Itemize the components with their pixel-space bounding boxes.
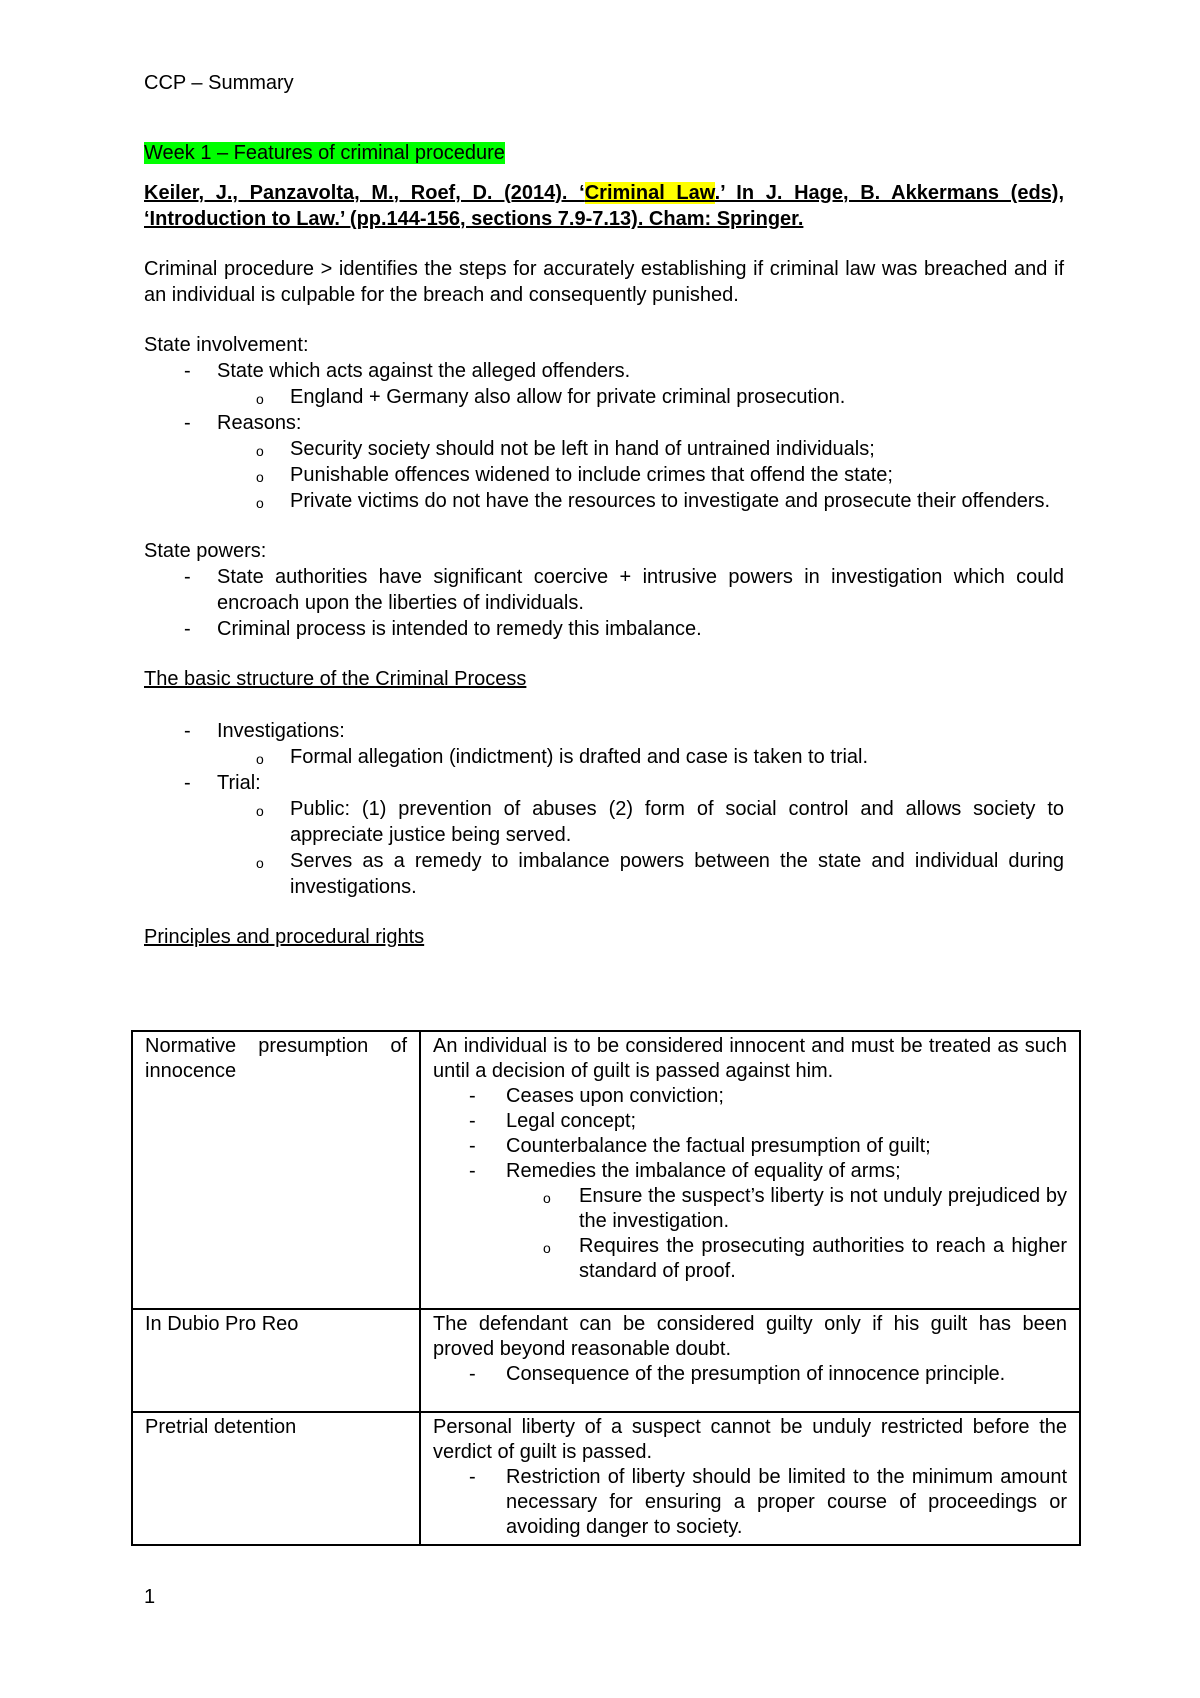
state-involvement-section: [144, 332, 1064, 514]
state-powers-title: State powers:: [144, 540, 267, 562]
sub-list: [144, 384, 1064, 410]
dash-marker: -: [184, 360, 191, 382]
structure-list-2: [144, 770, 1064, 796]
list-item-text: Requires the prosecuting authorities to reach a higher standard of proof.: [579, 1235, 1067, 1282]
reference: [144, 180, 1064, 232]
dash-marker: -: [469, 1160, 476, 1182]
circle-marker: o: [256, 751, 264, 767]
list-item-text: Restriction of liberty should be limited to the minimum amount necessary for ensuring a proper course of proceedings or avoiding danger to society.: [506, 1466, 1067, 1538]
page-content: [144, 70, 1064, 950]
circle-marker: o: [543, 1190, 551, 1206]
list-item: [433, 1084, 1067, 1109]
list-item: [433, 1362, 1067, 1387]
row2-dash-list: [433, 1362, 1067, 1387]
list-item: [144, 410, 1064, 436]
table-row: [132, 1412, 1080, 1545]
list-item: [144, 718, 1064, 744]
structure-list: [144, 718, 1064, 744]
table-row: [132, 1309, 1080, 1412]
list-item: [433, 1109, 1067, 1134]
row2-text: The defendant can be considered guilty only if his guilt has been proved beyond reasonable doubt.: [433, 1313, 1067, 1360]
circle-marker: o: [256, 855, 264, 871]
state-involvement-title: State involvement:: [144, 334, 309, 356]
list-item: [144, 384, 1064, 410]
dash-marker: -: [469, 1363, 476, 1385]
list-item-text: Trial:: [217, 772, 261, 794]
list-item: [144, 616, 1064, 642]
list-item: [433, 1234, 1067, 1284]
list-item: [144, 488, 1064, 514]
dash-marker: -: [184, 772, 191, 794]
row2-name: In Dubio Pro Reo: [132, 1309, 420, 1412]
circle-marker: o: [256, 469, 264, 485]
principles-table: [131, 1030, 1081, 1546]
sub-list: [144, 796, 1064, 900]
row1-dash-list: [433, 1084, 1067, 1184]
list-item-text: State authorities have significant coercive + intrusive powers in investigation which could encroach upon the liberties of individuals.: [217, 566, 1064, 614]
list-item: [144, 564, 1064, 616]
reference-part2: .’ In J. Hage, B. Akkermans (eds), ‘Introduction to Law.’ (pp.144-156, sections 7.9-7.13). Cham: Springer.: [144, 182, 1064, 230]
list-item-text: Serves as a remedy to imbalance powers between the state and individual during investigations.: [290, 850, 1064, 898]
list-item-text: Punishable offences widened to include crimes that offend the state;: [290, 464, 893, 486]
list-item-text: Ensure the suspect’s liberty is not unduly prejudiced by the investigation.: [579, 1185, 1067, 1232]
list-item-text: Reasons:: [217, 412, 302, 434]
list-item-text: Formal allegation (indictment) is drafted and case is taken to trial.: [290, 746, 869, 768]
list-item-text: Security society should not be left in hand of untrained individuals;: [290, 438, 875, 460]
dash-marker: -: [184, 618, 191, 640]
basic-structure-title: The basic structure of the Criminal Process: [144, 668, 527, 690]
row1-circle-list: [433, 1184, 1067, 1284]
row3-name: Pretrial detention: [132, 1412, 420, 1545]
list-item-text: Ceases upon conviction;: [506, 1085, 724, 1107]
list-item-text: England + Germany also allow for private criminal prosecution.: [290, 386, 846, 408]
dash-marker: -: [469, 1085, 476, 1107]
row3-dash-list: [433, 1465, 1067, 1540]
reference-part1: Keiler, J., Panzavolta, M., Roef, D. (2014). ‘: [144, 182, 585, 204]
circle-marker: o: [543, 1240, 551, 1256]
list-item: [144, 744, 1064, 770]
state-involvement-list: [144, 358, 1064, 384]
circle-marker: o: [256, 443, 264, 459]
list-item-text: Remedies the imbalance of equality of arms;: [506, 1160, 901, 1182]
basic-structure-section: [144, 666, 1064, 900]
list-item: [433, 1159, 1067, 1184]
dash-marker: -: [184, 566, 191, 588]
sub-list: [144, 744, 1064, 770]
principles-title: Principles and procedural rights: [144, 926, 425, 948]
list-item: [433, 1184, 1067, 1234]
dash-marker: -: [184, 720, 191, 742]
list-item: [433, 1465, 1067, 1540]
list-item-text: Consequence of the presumption of innocence principle.: [506, 1363, 1006, 1385]
list-item: [433, 1134, 1067, 1159]
list-item: [144, 436, 1064, 462]
list-item-text: Public: (1) prevention of abuses (2) form of social control and allows society to appreciate justice being served.: [290, 798, 1064, 846]
reference-highlight: Criminal Law: [584, 182, 715, 204]
row2-content: [420, 1309, 1080, 1412]
list-item-text: Investigations:: [217, 720, 345, 742]
state-involvement-list-2: [144, 410, 1064, 436]
state-powers-list: [144, 564, 1064, 642]
week-title-text: Week 1 – Features of criminal procedure: [144, 142, 505, 164]
circle-marker: o: [256, 803, 264, 819]
list-item-text: Counterbalance the factual presumption of guilt;: [506, 1135, 931, 1157]
list-item: [144, 462, 1064, 488]
list-item: [144, 358, 1064, 384]
list-item: [144, 770, 1064, 796]
row3-text: Personal liberty of a suspect cannot be unduly restricted before the verdict of guilt is passed.: [433, 1416, 1067, 1463]
circle-marker: o: [256, 495, 264, 511]
week-title: [144, 140, 1064, 166]
row1-content: [420, 1031, 1080, 1309]
table-row: [132, 1031, 1080, 1309]
dash-marker: -: [184, 412, 191, 434]
intro-paragraph: Criminal procedure > identifies the steps for accurately establishing if criminal law was breached and if an individual is culpable for the breach and consequently punished.: [144, 258, 1064, 306]
list-item-text: State which acts against the alleged offenders.: [217, 360, 631, 382]
row3-content: [420, 1412, 1080, 1545]
list-item: [144, 848, 1064, 900]
list-item-text: Legal concept;: [506, 1110, 637, 1132]
page-header: CCP – Summary: [144, 72, 294, 94]
sub-list: [144, 436, 1064, 514]
state-powers-section: [144, 538, 1064, 642]
row1-name: Normative presumption of innocence: [132, 1031, 420, 1309]
page-number: 1: [144, 1586, 156, 1608]
list-item-text: Criminal process is intended to remedy this imbalance.: [217, 618, 702, 640]
list-item-text: Private victims do not have the resources to investigate and prosecute their offenders.: [290, 490, 1051, 512]
dash-marker: -: [469, 1466, 476, 1488]
row1-text: An individual is to be considered innocent and must be treated as such until a decision of guilt is passed against him.: [433, 1035, 1067, 1082]
dash-marker: -: [469, 1135, 476, 1157]
list-item: [144, 796, 1064, 848]
circle-marker: o: [256, 391, 264, 407]
dash-marker: -: [469, 1110, 476, 1132]
